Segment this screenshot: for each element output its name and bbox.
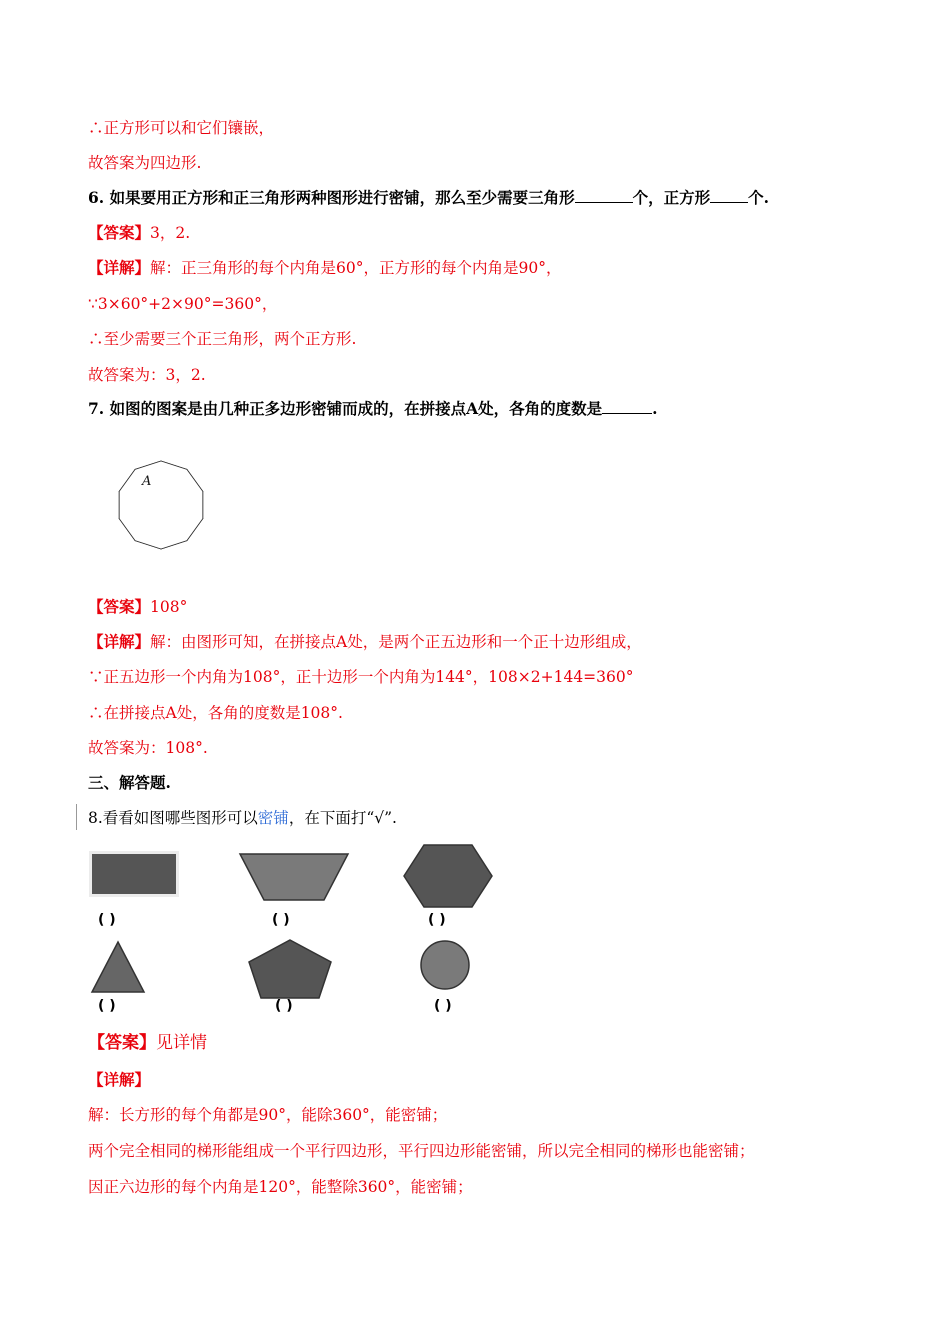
answer-tag: 【答案】	[88, 597, 151, 616]
q6-text-a: 6. 如果要用正方形和正三角形两种图形进行密铺，那么至少需要三角形	[88, 188, 575, 207]
question-8	[88, 808, 397, 828]
trapezoid-shape	[238, 852, 350, 902]
detail-6	[88, 258, 561, 278]
q6-text-b: 个，正方形	[632, 188, 711, 207]
detail-7-line-3: ∴在拼接点A处，各角的度数是108°.	[88, 704, 343, 722]
detail-8-line-3: 因正六边形的每个内角是120°，能整除360°，能密铺；	[88, 1178, 473, 1196]
detail-6-line-3: ∴至少需要三个正三角形，两个正方形.	[88, 330, 357, 348]
detail-7-line-4: 故答案为：108°.	[88, 739, 208, 757]
question-6	[88, 188, 769, 208]
section-3-title: 三、解答题.	[88, 773, 171, 792]
paren-triangle: ( )	[98, 998, 116, 1014]
paren-pentagon: ( )	[275, 998, 293, 1014]
point-a-label: A	[142, 474, 152, 489]
decagon-center	[119, 461, 203, 549]
answer-tag: 【答案】	[88, 1033, 156, 1053]
answer-7-value: 108°	[150, 598, 188, 616]
answer-8-value: 见详情	[156, 1033, 207, 1053]
tessellation-ring-figure	[86, 430, 236, 580]
paren-hexagon: ( )	[428, 912, 446, 928]
q7-text-b: .	[652, 399, 658, 418]
paren-rectangle: ( )	[98, 912, 116, 928]
q8-link-word[interactable]: 密铺	[257, 809, 289, 827]
answer-6-value: 3，2.	[150, 224, 191, 242]
q7-blank	[602, 399, 652, 414]
detail-8-tag: 【详解】	[88, 1070, 151, 1089]
triangle-shape	[90, 940, 146, 994]
detail-6-line-4: 故答案为：3，2.	[88, 366, 206, 384]
detail-7	[88, 632, 642, 652]
detail-6-line-2: ∵3×60°+2×90°=360°，	[88, 295, 278, 313]
sidebar-bar	[76, 804, 77, 830]
question-7	[88, 399, 658, 419]
detail-8-line-1: 解：长方形的每个角都是90°，能除360°，能密铺；	[88, 1106, 448, 1124]
answer-7	[88, 597, 187, 617]
circle-shape	[419, 939, 471, 991]
line-answer-quadrilateral: 故答案为四边形.	[88, 154, 202, 172]
detail-7-text: 解：由图形可知，在拼接点A处，是两个正五边形和一个正十边形组成，	[150, 633, 642, 651]
q6-blank-2	[710, 188, 748, 203]
answer-6	[88, 223, 190, 243]
q6-blank-1	[575, 188, 633, 203]
pentagon-shape	[247, 938, 333, 1000]
q8-text-a: 8.看看如图哪些图形可以	[88, 809, 258, 827]
paren-trapezoid: ( )	[272, 912, 290, 928]
rectangle-shape	[88, 850, 180, 900]
answer-tag: 【答案】	[88, 223, 151, 242]
detail-tag: 【详解】	[88, 632, 151, 651]
q8-text-b: ，在下面打“√”.	[288, 809, 397, 827]
q7-text-a: 7. 如图的图案是由几种正多边形密铺而成的，在拼接点A处，各角的度数是	[88, 399, 603, 418]
detail-6-text: 解：正三角形的每个内角是60°，正方形的每个内角是90°，	[150, 259, 562, 277]
hexagon-shape	[402, 843, 494, 909]
detail-tag: 【详解】	[88, 258, 151, 277]
detail-8-line-2: 两个完全相同的梯形能组成一个平行四边形，平行四边形能密铺，所以完全相同的梯形也能密铺；	[88, 1142, 755, 1160]
line-square-tessellate: ∴正方形可以和它们镶嵌，	[88, 119, 275, 137]
q6-text-c: 个.	[748, 188, 770, 207]
answer-8	[88, 1033, 207, 1053]
paren-circle: ( )	[434, 998, 452, 1014]
detail-7-line-2: ∵正五边形一个内角为108°，正十边形一个内角为144°，108×2+144=360°	[88, 668, 634, 686]
